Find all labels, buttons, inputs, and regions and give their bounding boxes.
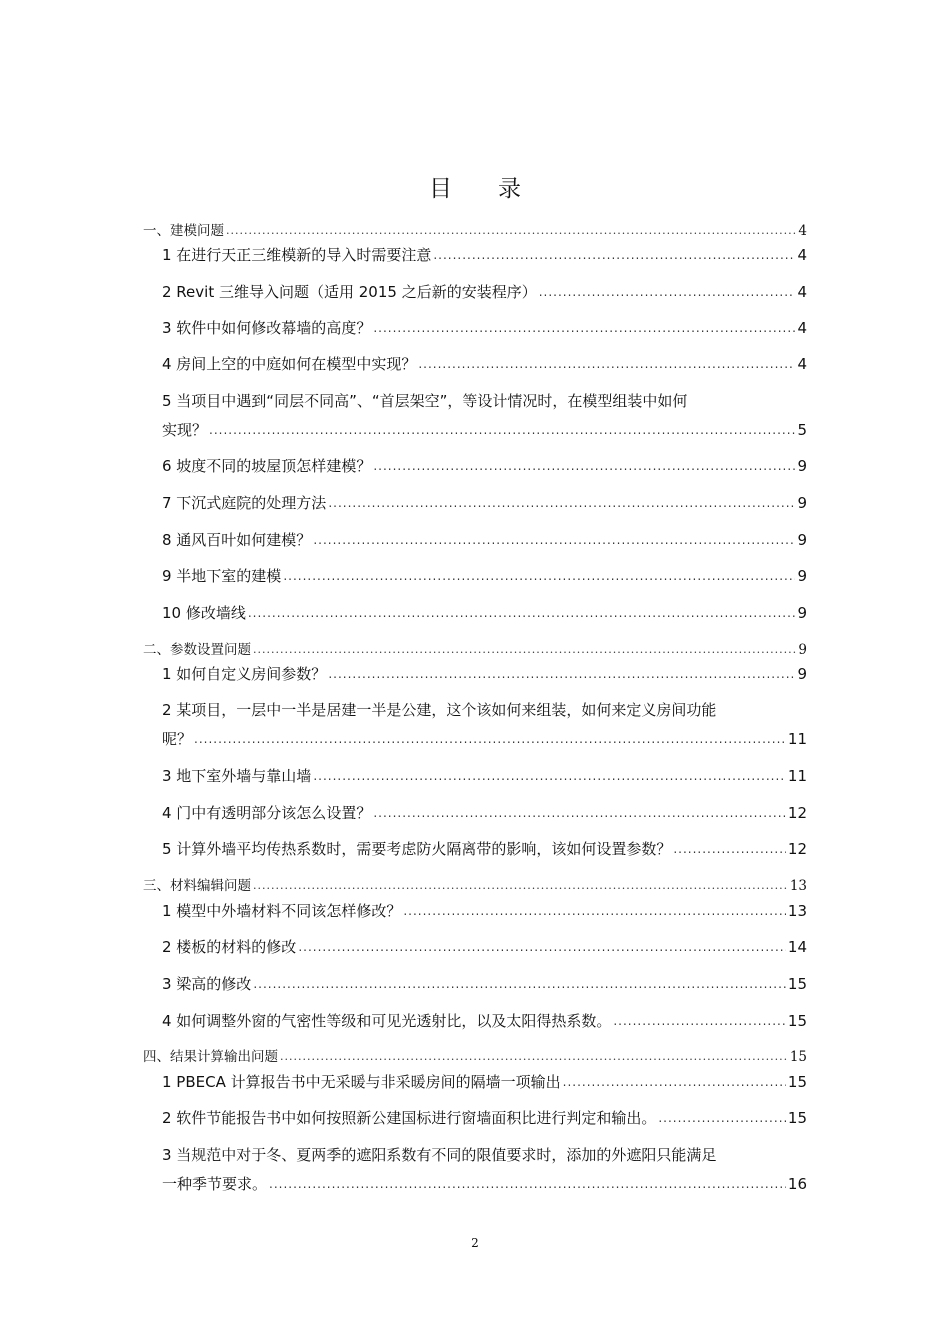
toc-page: 15 bbox=[787, 1109, 807, 1127]
toc-page: 4 bbox=[797, 319, 807, 337]
toc-leader bbox=[298, 937, 786, 952]
toc-page: 16 bbox=[787, 1175, 807, 1193]
toc-entry[interactable] bbox=[162, 419, 807, 440]
toc-leader bbox=[253, 974, 786, 989]
toc-page: 12 bbox=[787, 840, 807, 858]
toc-leader bbox=[613, 1011, 786, 1026]
toc-entry[interactable] bbox=[162, 565, 807, 586]
toc-leader bbox=[658, 1108, 786, 1123]
toc-leader bbox=[253, 641, 796, 655]
toc-entry[interactable] bbox=[162, 317, 807, 338]
toc-page: 4 bbox=[797, 246, 807, 264]
toc-entry-line1[interactable]: 5 当项目中遇到“同层不同高”、“首层架空”，等设计情况时，在模型组装中如何 bbox=[162, 392, 688, 410]
toc-label: 3 梁高的修改 bbox=[162, 975, 252, 993]
toc-page: 15 bbox=[787, 1012, 807, 1030]
toc-page: 12 bbox=[787, 804, 807, 822]
toc-page: 11 bbox=[787, 767, 807, 785]
toc-page: 9 bbox=[797, 604, 807, 622]
toc-leader bbox=[373, 318, 795, 333]
toc-entry[interactable] bbox=[162, 838, 807, 859]
toc-label: 4 门中有透明部分该怎么设置？ bbox=[162, 804, 372, 822]
page-number: 2 bbox=[471, 1236, 479, 1250]
toc-label: 1 在进行天正三维模新的导入时需要注意 bbox=[162, 246, 432, 264]
toc-entry[interactable] bbox=[162, 455, 807, 476]
toc-page: 5 bbox=[797, 421, 807, 439]
toc-leader bbox=[418, 354, 795, 369]
toc-entry[interactable] bbox=[162, 1107, 807, 1128]
toc-leader bbox=[248, 603, 796, 618]
toc-label: 6 坡度不同的坡屋顶怎样建模？ bbox=[162, 457, 372, 475]
toc-leader bbox=[328, 664, 795, 679]
toc-page: 9 bbox=[797, 567, 807, 585]
toc-section-1[interactable] bbox=[143, 219, 807, 239]
toc-leader bbox=[403, 901, 786, 916]
toc-entry[interactable] bbox=[162, 602, 807, 623]
toc-page: 15 bbox=[789, 1049, 807, 1065]
toc-label: 实现？ bbox=[162, 421, 208, 439]
toc-entry[interactable] bbox=[162, 765, 807, 786]
toc-page: 9 bbox=[797, 457, 807, 475]
toc-label: 7 下沉式庭院的处理方法 bbox=[162, 494, 327, 512]
toc-leader bbox=[194, 729, 786, 744]
toc-entry[interactable] bbox=[162, 1010, 807, 1031]
toc-label: 1 如何自定义房间参数？ bbox=[162, 665, 327, 683]
toc-page: 4 bbox=[797, 355, 807, 373]
toc-label: 一种季节要求。 bbox=[162, 1175, 268, 1193]
toc-leader bbox=[313, 530, 795, 545]
toc-entry[interactable] bbox=[162, 973, 807, 994]
toc-section-4[interactable] bbox=[143, 1045, 807, 1065]
toc-leader bbox=[253, 877, 788, 891]
toc-page: 13 bbox=[787, 902, 807, 920]
toc-entry[interactable] bbox=[162, 1173, 807, 1194]
toc-entry[interactable] bbox=[162, 663, 807, 684]
toc-label: 三、材料编辑问题 bbox=[143, 878, 251, 894]
toc-label: 9 半地下室的建模 bbox=[162, 567, 282, 585]
toc-entry-line1[interactable]: 2 某项目，一层中一半是居建一半是公建，这个该如何来组装，如何来定义房间功能 bbox=[162, 701, 717, 719]
toc-label: 10 修改墙线 bbox=[162, 604, 246, 622]
toc-leader bbox=[373, 456, 795, 471]
toc-page: 13 bbox=[789, 878, 807, 894]
toc-label: 一、建模问题 bbox=[143, 223, 224, 239]
title-char-2: 录 bbox=[498, 176, 521, 202]
toc-leader bbox=[313, 766, 786, 781]
toc-label: 4 如何调整外窗的气密性等级和可见光透射比，以及太阳得热系数。 bbox=[162, 1012, 612, 1030]
toc-label: 3 地下室外墙与靠山墙 bbox=[162, 767, 312, 785]
toc-label: 8 通风百叶如何建模？ bbox=[162, 531, 312, 549]
toc-label: 呢？ bbox=[162, 730, 193, 748]
toc-leader bbox=[433, 245, 795, 260]
toc-page: 4 bbox=[797, 283, 807, 301]
toc-entry[interactable] bbox=[162, 802, 807, 823]
toc-entry-line1[interactable]: 3 当规范中对于冬、夏两季的遮阳系数有不同的限值要求时，添加的外遮阳只能满足 bbox=[162, 1146, 717, 1164]
toc-label: 四、结果计算输出问题 bbox=[143, 1049, 278, 1065]
toc-page: 9 bbox=[797, 531, 807, 549]
toc-entry[interactable] bbox=[162, 900, 807, 921]
toc-entry[interactable] bbox=[162, 353, 807, 374]
toc-label: 1 模型中外墙材料不同该怎样修改？ bbox=[162, 902, 402, 920]
toc-entry[interactable] bbox=[162, 529, 807, 550]
toc-entry[interactable] bbox=[162, 1071, 807, 1092]
toc-leader bbox=[539, 282, 796, 297]
toc-leader bbox=[373, 803, 786, 818]
toc-page: 9 bbox=[797, 665, 807, 683]
toc-leader bbox=[269, 1174, 786, 1189]
toc-page: 9 bbox=[797, 494, 807, 512]
toc-label: 3 软件中如何修改幕墙的高度？ bbox=[162, 319, 372, 337]
toc-label: 5 计算外墙平均传热系数时，需要考虑防火隔离带的影响，该如何设置参数？ bbox=[162, 840, 672, 858]
toc-entry[interactable] bbox=[162, 728, 807, 749]
toc-page: 15 bbox=[787, 975, 807, 993]
toc-leader bbox=[226, 222, 796, 236]
toc-label: 2 软件节能报告书中如何按照新公建国标进行窗墙面积比进行判定和输出。 bbox=[162, 1109, 657, 1127]
toc-label: 1 PBECA 计算报告书中无采暖与非采暖房间的隔墙一项输出 bbox=[162, 1073, 561, 1091]
toc-leader bbox=[283, 566, 795, 581]
toc-label: 二、参数设置问题 bbox=[143, 642, 251, 658]
toc-leader bbox=[209, 420, 795, 435]
toc-page: 11 bbox=[787, 730, 807, 748]
toc-page: 4 bbox=[798, 223, 807, 239]
toc-leader bbox=[280, 1048, 788, 1062]
toc-entry[interactable] bbox=[162, 492, 807, 513]
title-char-1: 目 bbox=[429, 176, 452, 202]
toc-leader bbox=[673, 839, 786, 854]
toc-entry[interactable] bbox=[162, 936, 807, 957]
toc-page: 9 bbox=[798, 642, 807, 658]
toc-page: 15 bbox=[787, 1073, 807, 1091]
toc-leader bbox=[328, 493, 795, 508]
toc-section-3[interactable] bbox=[143, 874, 807, 894]
toc-section-2[interactable] bbox=[143, 638, 807, 658]
toc-label: 4 房间上空的中庭如何在模型中实现？ bbox=[162, 355, 417, 373]
toc-leader bbox=[563, 1072, 786, 1087]
toc-entry[interactable] bbox=[162, 281, 807, 302]
toc-entry[interactable] bbox=[162, 244, 807, 265]
toc-label: 2 Revit 三维导入问题（适用 2015 之后新的安装程序） bbox=[162, 283, 537, 301]
toc-label: 2 楼板的材料的修改 bbox=[162, 938, 297, 956]
toc-page: 14 bbox=[787, 938, 807, 956]
